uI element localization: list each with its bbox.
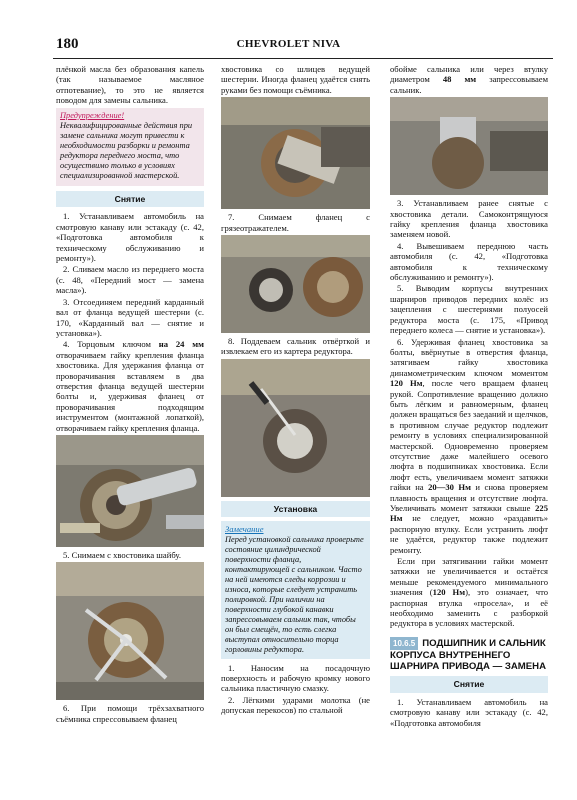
photo-removing-flange bbox=[221, 97, 370, 209]
paragraph: обойме сальника или через втулку диаметром 48 мм запрессовываем сальник. bbox=[390, 64, 549, 95]
section-heading-removal-2: Снятие bbox=[390, 676, 548, 692]
column-middle bbox=[221, 64, 370, 717]
photo-screwdriver-seal bbox=[221, 359, 370, 497]
running-title: CHEVROLET NIVA bbox=[236, 38, 341, 50]
note-title: Замечание bbox=[225, 524, 264, 535]
photo-prying-seal bbox=[221, 235, 370, 333]
install-step-6: 6. Удерживая фланец хвостовика за болты, ввёрнутые в отверстия фланца, затягиваем гайку хвостовика динамометрическим ключом моментом 120 Нм, после чего вращаем фланец рукой. Сопротивление вращению должно быть лёгким и равномерным, фланец должен вращаться без заеданий и щелчков, в противном случае редуктор подлежит ремонту в условиях специализированной мастерской. Одновременно проверяем отсутствие даже малейшего осевого люфта в подшипниках хвостовика. Если люфт есть, увеличиваем момент затяжки гайки на 20—30 Нм и снова проверяем плавность вращения и отсутствие люфта. Увеличивать момент затяжки свыше 225 Нм не следует, можно «раздавить» распорную втулку. Если устранить люфт не удаётся, редуктор также подлежит ремонту. bbox=[390, 336, 548, 555]
section-number: 10.6.5 bbox=[390, 637, 418, 650]
warning-title: Предупреждение! bbox=[60, 110, 125, 120]
install-step-2: 2. Лёгкими ударами молотка (не допуская перекосов) по стальной bbox=[221, 694, 370, 716]
install-step-4: 4. Вывешиваем переднюю часть автомобиля (с. 42, «Подготовка автомобиля к техническому обслуживанию и ремонту»). bbox=[390, 240, 548, 283]
step-3: 3. Отсоединяем передний карданный вал от фланца ведущей шестерни (с. 170, «Карданный вал — снятие и установка»). bbox=[56, 296, 204, 338]
header-rule bbox=[53, 58, 553, 59]
caption-7: 7. Снимаем фланец с грязеотражателем. bbox=[221, 212, 370, 233]
step-1: 1. Устанавливаем автомобиль на смотровую канаву или эстакаду (с. 42, «Подготовка автомобиля к техническому обслуживанию и ремонту»). bbox=[56, 211, 204, 264]
photo-wrench-on-flange bbox=[56, 435, 204, 547]
install-step-1: 1. Наносим на посадочную поверхность и рабочую кромку нового сальника пластичную смазку. bbox=[221, 662, 370, 694]
section-heading-installation: Установка bbox=[221, 501, 370, 517]
note-body: Перед установкой сальника проверьте состояние цилиндрической поверхности фланца, контактирующей с сальником. Часто на ней имеются следы коррозии и износа, которые следует устранить полировкой. При наличии на поверхности глубокой канавки запрессовываем сальник так, чтобы он был смещён, то есть слегка выступал относительно торца горловины редуктора. bbox=[225, 534, 364, 654]
warning-box bbox=[56, 108, 204, 186]
paragraph: хвостовика со шлицев ведущей шестерни. Иногда фланец удаётся снять руками без помощи съёмника. bbox=[221, 64, 370, 95]
paragraph: Если при затягивании гайки момент затяжки не увеличивается и остаётся меньше рекомендуемого минимального значения (120 Нм), это означает, что распорная втулка «просела», и её необходимо заменить с разборкой редуктора в условиях мастерской. bbox=[390, 556, 549, 629]
caption-8: 8. Поддеваем сальник отвёрткой и извлекаем его из картера редуктора. bbox=[221, 336, 370, 357]
column-left bbox=[56, 64, 204, 725]
note-box bbox=[221, 521, 370, 658]
caption-6: 6. При помощи трёхзахватного съёмника спрессовываем фланец bbox=[56, 703, 204, 724]
install-step-3: 3. Устанавливаем ранее снятые с хвостовика детали. Самоконтрящуюся гайку крепления фланца хвостовика заменяем новой. bbox=[390, 198, 548, 240]
page-header bbox=[0, 0, 577, 62]
paragraph: плёнкой масла без образования капель (так называемое масляное отпотевание), то это не является поводом для замены сальника. bbox=[56, 64, 204, 106]
photo-pressing-seal bbox=[390, 97, 548, 195]
column-right bbox=[390, 64, 548, 729]
install-step-5: 5. Выводим корпусы внутренних шарниров приводов передних колёс из зацепления с шестернями полуосей редуктора моста (с. 175, «Привод переднего колеса — снятие и установка»). bbox=[390, 283, 548, 336]
page-number: 180 bbox=[56, 36, 79, 52]
section-10-6-5-heading bbox=[390, 637, 548, 673]
warning-body: Неквалифицированные действия при замене сальника могут привести к необходимости разборки и ремонта редуктора переднего моста, что осуществимо только в условиях специализированной мастерской. bbox=[60, 121, 193, 181]
photo-puller bbox=[56, 562, 204, 700]
caption-5: 5. Снимаем с хвостовика шайбу. bbox=[63, 549, 181, 560]
removal-step-1: 1. Устанавливаем автомобиль на смотровую канаву или эстакаду (с. 42, «Подготовка автомобиля bbox=[390, 696, 548, 728]
step-4: 4. Торцовым ключом на 24 мм отворачиваем гайку крепления фланца хвостовика. Для удержания фланца от проворачивания вставляем в два отверстия фланца ведущей шестерни болты и, удерживая фланец от проворачивания подходящим инструментом (монтажной лопаткой), отворачиваем гайку крепления фланца. bbox=[56, 339, 204, 433]
section-heading-removal: Снятие bbox=[56, 191, 204, 207]
section-title: ПОДШИПНИК И САЛЬНИК КОРПУСА ВНУТРЕННЕГО ШАРНИРА ПРИВОДА — ЗАМЕНА bbox=[390, 637, 547, 673]
step-2: 2. Сливаем масло из переднего моста (с. 48, «Передний мост — замена масла»). bbox=[56, 264, 204, 296]
